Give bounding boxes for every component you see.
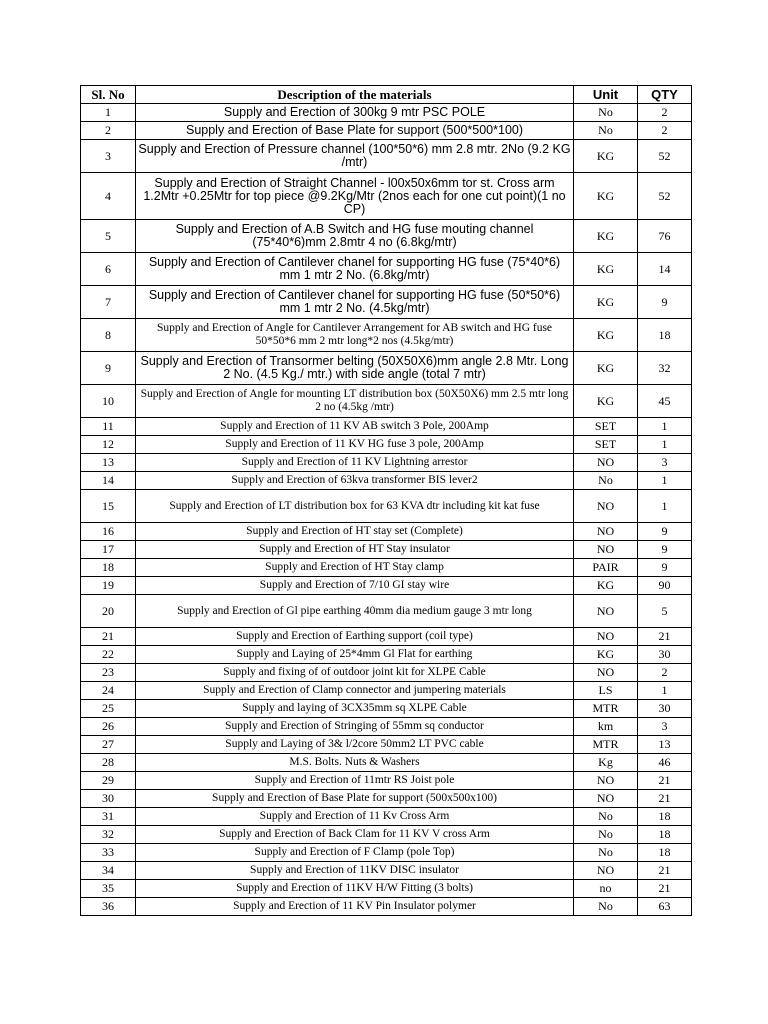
- cell-sl-no: 4: [81, 173, 136, 220]
- cell-description: Supply and Erection of Back Clam for 11 KV V cross Arm: [136, 826, 574, 844]
- table-row: [81, 559, 692, 577]
- table-row: [81, 898, 692, 916]
- cell-qty: 14: [638, 253, 692, 286]
- cell-sl-no: 26: [81, 718, 136, 736]
- table-row: [81, 490, 692, 523]
- cell-sl-no: 9: [81, 352, 136, 385]
- cell-qty: 9: [638, 541, 692, 559]
- cell-sl-no: 3: [81, 140, 136, 173]
- cell-qty: 30: [638, 700, 692, 718]
- table-row: [81, 844, 692, 862]
- header-description: Description of the materials: [136, 86, 574, 104]
- table-row: [81, 385, 692, 418]
- cell-description: Supply and Erection of 63kva transformer BIS lever2: [136, 472, 574, 490]
- cell-unit: NO: [574, 772, 638, 790]
- cell-unit: Kg: [574, 754, 638, 772]
- cell-unit: LS: [574, 682, 638, 700]
- cell-qty: 18: [638, 844, 692, 862]
- materials-table: [80, 85, 692, 916]
- cell-sl-no: 31: [81, 808, 136, 826]
- table-row: [81, 352, 692, 385]
- table-row: [81, 826, 692, 844]
- cell-description: Supply and Erection of 11 KV Lightning arrestor: [136, 454, 574, 472]
- cell-qty: 2: [638, 664, 692, 682]
- cell-qty: 1: [638, 418, 692, 436]
- cell-qty: 9: [638, 523, 692, 541]
- table-row: [81, 418, 692, 436]
- cell-unit: No: [574, 898, 638, 916]
- cell-qty: 63: [638, 898, 692, 916]
- cell-qty: 30: [638, 646, 692, 664]
- cell-unit: KG: [574, 352, 638, 385]
- cell-unit: NO: [574, 541, 638, 559]
- cell-sl-no: 28: [81, 754, 136, 772]
- cell-description: Supply and Erection of Angle for mounting LT distribution box (50X50X6) mm 2.5 mtr long 2 no (4.5kg /mtr): [136, 385, 574, 418]
- cell-qty: 21: [638, 772, 692, 790]
- cell-sl-no: 32: [81, 826, 136, 844]
- cell-sl-no: 16: [81, 523, 136, 541]
- cell-qty: 1: [638, 490, 692, 523]
- cell-description: Supply and Erection of F Clamp (pole Top): [136, 844, 574, 862]
- cell-sl-no: 7: [81, 286, 136, 319]
- cell-sl-no: 2: [81, 122, 136, 140]
- table-row: [81, 577, 692, 595]
- cell-unit: No: [574, 104, 638, 122]
- cell-sl-no: 20: [81, 595, 136, 628]
- cell-sl-no: 30: [81, 790, 136, 808]
- table-row: [81, 140, 692, 173]
- cell-sl-no: 17: [81, 541, 136, 559]
- cell-unit: MTR: [574, 700, 638, 718]
- cell-description: Supply and laying of 3CX35mm sq XLPE Cable: [136, 700, 574, 718]
- cell-sl-no: 21: [81, 628, 136, 646]
- cell-sl-no: 29: [81, 772, 136, 790]
- cell-qty: 21: [638, 628, 692, 646]
- cell-sl-no: 35: [81, 880, 136, 898]
- cell-sl-no: 13: [81, 454, 136, 472]
- cell-description: Supply and fixing of of outdoor joint kit for XLPE Cable: [136, 664, 574, 682]
- table-row: [81, 664, 692, 682]
- cell-qty: 1: [638, 472, 692, 490]
- table-row: [81, 541, 692, 559]
- cell-sl-no: 18: [81, 559, 136, 577]
- table-row: [81, 880, 692, 898]
- cell-description: Supply and Erection of 11KV DISC insulator: [136, 862, 574, 880]
- table-row: [81, 700, 692, 718]
- cell-description: Supply and Erection of Pressure channel (100*50*6) mm 2.8 mtr. 2No (9.2 KG /mtr): [136, 140, 574, 173]
- cell-unit: KG: [574, 385, 638, 418]
- cell-qty: 3: [638, 454, 692, 472]
- header-unit: Unit: [574, 86, 638, 104]
- cell-sl-no: 27: [81, 736, 136, 754]
- cell-unit: KG: [574, 140, 638, 173]
- cell-unit: NO: [574, 628, 638, 646]
- cell-sl-no: 33: [81, 844, 136, 862]
- cell-sl-no: 12: [81, 436, 136, 454]
- table-row: [81, 436, 692, 454]
- cell-qty: 76: [638, 220, 692, 253]
- cell-description: M.S. Bolts. Nuts & Washers: [136, 754, 574, 772]
- cell-unit: No: [574, 808, 638, 826]
- cell-qty: 32: [638, 352, 692, 385]
- table-row: [81, 736, 692, 754]
- cell-unit: no: [574, 880, 638, 898]
- cell-sl-no: 23: [81, 664, 136, 682]
- table-row: [81, 454, 692, 472]
- table-row: [81, 628, 692, 646]
- table-row: [81, 862, 692, 880]
- cell-unit: PAIR: [574, 559, 638, 577]
- cell-description: Supply and Erection of Cantilever chanel for supporting HG fuse (75*40*6) mm 1 mtr 2 No. (6.8kg/mtr): [136, 253, 574, 286]
- cell-qty: 46: [638, 754, 692, 772]
- cell-unit: SET: [574, 436, 638, 454]
- cell-sl-no: 14: [81, 472, 136, 490]
- cell-sl-no: 36: [81, 898, 136, 916]
- cell-description: Supply and Erection of 11 KV HG fuse 3 pole, 200Amp: [136, 436, 574, 454]
- cell-unit: MTR: [574, 736, 638, 754]
- cell-description: Supply and Erection of 300kg 9 mtr PSC POLE: [136, 104, 574, 122]
- cell-sl-no: 1: [81, 104, 136, 122]
- table-header-row: [81, 86, 692, 104]
- cell-unit: NO: [574, 454, 638, 472]
- cell-unit: KG: [574, 253, 638, 286]
- cell-sl-no: 5: [81, 220, 136, 253]
- table-row: [81, 682, 692, 700]
- cell-description: Supply and Erection of Base Plate for support (500*500*100): [136, 122, 574, 140]
- cell-description: Supply and Erection of A.B Switch and HG fuse mouting channel (75*40*6)mm 2.8mtr 4 no (6.8kg/mtr): [136, 220, 574, 253]
- cell-description: Supply and Erection of 11 Kv Cross Arm: [136, 808, 574, 826]
- cell-qty: 18: [638, 808, 692, 826]
- table-row: [81, 472, 692, 490]
- cell-qty: 5: [638, 595, 692, 628]
- cell-unit: KG: [574, 577, 638, 595]
- cell-sl-no: 19: [81, 577, 136, 595]
- table-row: [81, 718, 692, 736]
- cell-qty: 21: [638, 790, 692, 808]
- cell-unit: NO: [574, 490, 638, 523]
- table-row: [81, 122, 692, 140]
- cell-description: Supply and Erection of Base Plate for support (500x500x100): [136, 790, 574, 808]
- cell-sl-no: 15: [81, 490, 136, 523]
- cell-qty: 52: [638, 140, 692, 173]
- cell-sl-no: 11: [81, 418, 136, 436]
- table-row: [81, 808, 692, 826]
- table-row: [81, 104, 692, 122]
- cell-description: Supply and Erection of HT Stay insulator: [136, 541, 574, 559]
- cell-qty: 90: [638, 577, 692, 595]
- cell-sl-no: 22: [81, 646, 136, 664]
- cell-description: Supply and Erection of Gl pipe earthing 40mm dia medium gauge 3 mtr long: [136, 595, 574, 628]
- cell-sl-no: 24: [81, 682, 136, 700]
- cell-description: Supply and Erection of Straight Channel - l00x50x6mm tor st. Cross arm 1.2Mtr +0.25Mtr for top piece @9.2Kg/Mtr (2nos each for one cut point)(1 no CP): [136, 173, 574, 220]
- cell-qty: 1: [638, 682, 692, 700]
- cell-description: Supply and Erection of Transormer belting (50X50X6)mm angle 2.8 Mtr. Long 2 No. (4.5 Kg./ mtr.) with side angle (total 7 mtr): [136, 352, 574, 385]
- cell-unit: KG: [574, 646, 638, 664]
- cell-unit: NO: [574, 523, 638, 541]
- cell-sl-no: 10: [81, 385, 136, 418]
- cell-qty: 18: [638, 826, 692, 844]
- cell-qty: 9: [638, 559, 692, 577]
- cell-description: Supply and Erection of 11mtr RS Joist pole: [136, 772, 574, 790]
- cell-qty: 18: [638, 319, 692, 352]
- cell-description: Supply and Erection of Angle for Cantilever Arrangement for AB switch and HG fuse 50*50*6 mm 2 mtr long*2 nos (4.5kg/mtr): [136, 319, 574, 352]
- table-row: [81, 772, 692, 790]
- table-row: [81, 173, 692, 220]
- table-body: [81, 104, 692, 916]
- cell-unit: KG: [574, 319, 638, 352]
- cell-unit: No: [574, 122, 638, 140]
- cell-unit: No: [574, 826, 638, 844]
- cell-unit: SET: [574, 418, 638, 436]
- cell-unit: KG: [574, 286, 638, 319]
- cell-sl-no: 34: [81, 862, 136, 880]
- cell-description: Supply and Erection of HT Stay clamp: [136, 559, 574, 577]
- cell-unit: NO: [574, 862, 638, 880]
- table-row: [81, 754, 692, 772]
- cell-qty: 2: [638, 104, 692, 122]
- table-row: [81, 286, 692, 319]
- cell-description: Supply and Erection of 11 KV Pin Insulator polymer: [136, 898, 574, 916]
- table-row: [81, 790, 692, 808]
- cell-description: Supply and Erection of Stringing of 55mm sq conductor: [136, 718, 574, 736]
- cell-qty: 21: [638, 862, 692, 880]
- cell-description: Supply and Erection of Clamp connector and jumpering materials: [136, 682, 574, 700]
- header-sl-no: Sl. No: [81, 86, 136, 104]
- cell-description: Supply and Erection of 11KV H/W Fitting (3 bolts): [136, 880, 574, 898]
- header-qty: QTY: [638, 86, 692, 104]
- cell-qty: 52: [638, 173, 692, 220]
- cell-unit: KG: [574, 173, 638, 220]
- table-row: [81, 253, 692, 286]
- cell-description: Supply and Laying of 3& l/2core 50mm2 LT PVC cable: [136, 736, 574, 754]
- cell-qty: 2: [638, 122, 692, 140]
- table-row: [81, 523, 692, 541]
- cell-description: Supply and Erection of HT stay set (Complete): [136, 523, 574, 541]
- cell-unit: NO: [574, 664, 638, 682]
- cell-sl-no: 25: [81, 700, 136, 718]
- cell-unit: KG: [574, 220, 638, 253]
- cell-qty: 3: [638, 718, 692, 736]
- cell-unit: No: [574, 472, 638, 490]
- table-row: [81, 646, 692, 664]
- cell-description: Supply and Erection of LT distribution box for 63 KVA dtr including kit kat fuse: [136, 490, 574, 523]
- cell-unit: km: [574, 718, 638, 736]
- cell-qty: 13: [638, 736, 692, 754]
- cell-qty: 45: [638, 385, 692, 418]
- table-row: [81, 220, 692, 253]
- cell-description: Supply and Erection of 7/10 GI stay wire: [136, 577, 574, 595]
- table-row: [81, 595, 692, 628]
- cell-qty: 21: [638, 880, 692, 898]
- cell-description: Supply and Erection of 11 KV AB switch 3 Pole, 200Amp: [136, 418, 574, 436]
- cell-unit: No: [574, 844, 638, 862]
- cell-description: Supply and Laying of 25*4mm Gl Flat for earthing: [136, 646, 574, 664]
- cell-qty: 9: [638, 286, 692, 319]
- cell-description: Supply and Erection of Earthing support (coil type): [136, 628, 574, 646]
- cell-qty: 1: [638, 436, 692, 454]
- cell-unit: NO: [574, 790, 638, 808]
- table-row: [81, 319, 692, 352]
- cell-sl-no: 8: [81, 319, 136, 352]
- cell-description: Supply and Erection of Cantilever chanel for supporting HG fuse (50*50*6) mm 1 mtr 2 No. (4.5kg/mtr): [136, 286, 574, 319]
- cell-unit: NO: [574, 595, 638, 628]
- cell-sl-no: 6: [81, 253, 136, 286]
